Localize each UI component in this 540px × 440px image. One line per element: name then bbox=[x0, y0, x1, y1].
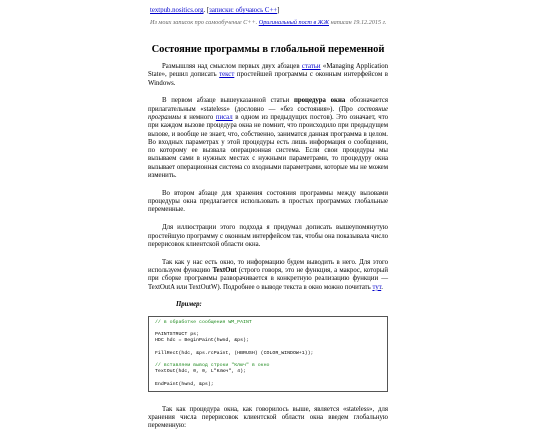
page-title: Состояние программы в глобальной переменной bbox=[151, 44, 385, 55]
article-body bbox=[148, 63, 388, 440]
paragraph-4: Для иллюстрации этого подхода я придумал дописать вышеупомянутую простейшую программу с оконным интерфейсом так, чтобы она показывала число перерисовок клиентской области окна. bbox=[148, 224, 388, 248]
code-line: PAINTSTRUCT ps; bbox=[155, 332, 200, 337]
p1-text-a: Размышляя над смыслом первых двух абзацев bbox=[162, 63, 302, 70]
post-info: Из моих записок про самообучение C++. Оригинальный пост в ЖЖ написан 19.12.2015 г. bbox=[150, 19, 387, 26]
info-suffix: написан 19.12.2015 г. bbox=[330, 19, 387, 26]
nav-separator: . [ bbox=[203, 7, 210, 14]
code-line: HDC hdc = BeginPaint(hwnd, &ps); bbox=[155, 338, 249, 344]
article-page bbox=[148, 0, 389, 430]
code-line: // вставляем вывод строки "Ключ" в окно bbox=[155, 362, 270, 368]
p2-text-a: В первом абзаце вышеуказанной статьи bbox=[162, 97, 294, 105]
p2-text-c: я немного bbox=[180, 113, 216, 121]
p2-text-d: в одном из предыдущих постов). Это означает, что при каждом вызове процедура окна не помнит, что происходило при предыдущем вызове, и вообще не знает, что, собственно, заниматся данная программа в целом. Во входных параметрах у этой процедуры есть лишь информация о сообщении, по которому ее вызвала операционная система. Если свои процедуры мы вызываем сами в нужных местах с нужными параметрами, то процедуру окна вызывает операционная система со входными параметрами, которые мы не можем изменить. bbox=[148, 113, 388, 180]
p1-text-b: «Managing Application State», решил дописать bbox=[148, 63, 388, 79]
top-nav bbox=[150, 7, 279, 15]
info-prefix: Из моих записок про самообучение C++ bbox=[150, 19, 256, 26]
p5-text-c: . bbox=[381, 283, 383, 291]
paragraph-3: Во втором абзаце для хранения состояния программы между вызовами процедуры окна предлагается использовать в простых программах глобальные переменные. bbox=[148, 189, 388, 214]
original-post-link[interactable]: Оригинальный пост в ЖЖ bbox=[258, 19, 330, 26]
site-link[interactable]: textpub.nositics.org bbox=[150, 7, 204, 14]
code-line: FillRect(hdc, &ps.rcPaint, (HBRUSH) (COLOR_WINDOW+1)); bbox=[155, 350, 314, 356]
program-text-link[interactable]: текст bbox=[219, 71, 235, 79]
nav-close: ] bbox=[277, 7, 280, 14]
wrote-link[interactable]: писал bbox=[215, 113, 233, 121]
paragraph-2 bbox=[148, 97, 388, 180]
paragraph-1 bbox=[148, 63, 388, 88]
p1-text-c: простейшей программы с оконным интерфейсом в Windows. bbox=[148, 71, 389, 87]
code-block bbox=[148, 316, 388, 392]
p2-text-b: обозначается прилагательным «stateless» (дословно — «без состояния»). (Про bbox=[148, 97, 388, 113]
p5-bold: TextOut bbox=[212, 266, 237, 274]
category-link[interactable]: записки: обучаюсь C++ bbox=[209, 7, 278, 14]
article-link[interactable]: статьи bbox=[301, 63, 321, 70]
paragraph-6: Так как процедура окна, как говорилось выше, является «stateless», для хранения числа перерисовок клиентской области окна введем глобальную переменную: bbox=[148, 405, 388, 430]
code-line: TextOut(hdc, 0, 0, L"Ключ", 4); bbox=[155, 369, 246, 375]
p5-text-a: Так как у нас есть окно, то информацию будем выводить в него. Для этого используем функцию bbox=[148, 258, 388, 274]
example-label: Пример: bbox=[176, 301, 202, 309]
here-link[interactable]: тут bbox=[372, 283, 382, 291]
p2-italic: состояние программы bbox=[148, 105, 388, 121]
p2-bold: процедура окна bbox=[293, 97, 346, 105]
code-line: // в обработке сообщения WM_PAINT bbox=[155, 319, 252, 325]
code-line: EndPaint(hwnd, &ps); bbox=[155, 381, 214, 387]
paragraph-5 bbox=[148, 259, 388, 292]
p5-text-b: (строго говоря, это не функция, а макрос, который при сборке программы разворачивается в конкретную реализацию функции — TextOutA или TextOutW). Подробнее о выводе текста в окно можно почитать bbox=[148, 266, 388, 291]
